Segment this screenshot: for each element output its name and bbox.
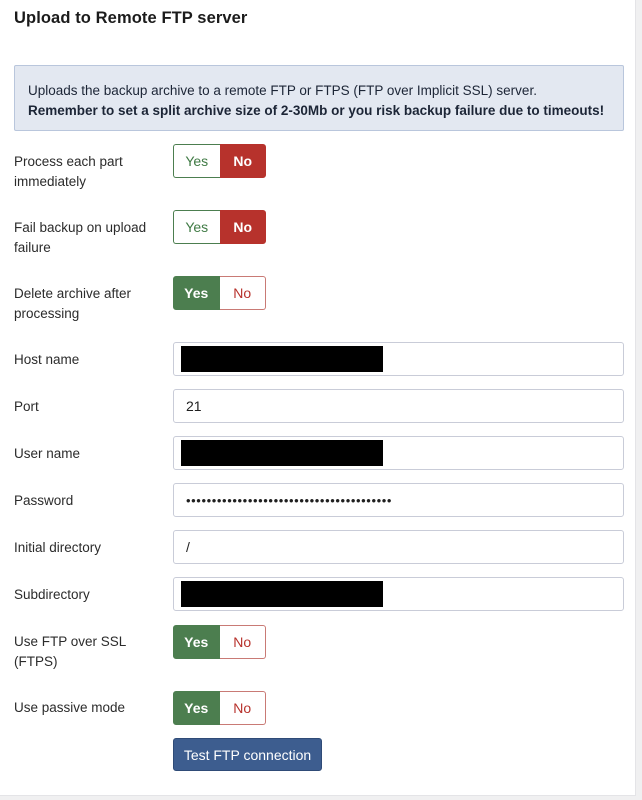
process-each-part-toggle[interactable] [173, 144, 266, 178]
initial-directory-input[interactable] [173, 530, 624, 564]
host-redaction [181, 346, 383, 372]
ftps-yes[interactable]: Yes [173, 625, 220, 659]
fail-on-upload-no[interactable]: No [220, 210, 267, 244]
delete-archive-label: Delete archive after processing [14, 286, 132, 321]
port-input[interactable] [173, 389, 624, 423]
fail-on-upload-label: Fail backup on upload failure [14, 220, 147, 255]
port-label: Port [14, 399, 39, 414]
subdirectory-redaction [181, 581, 383, 607]
password-label: Password [14, 493, 74, 508]
subdirectory-label: Subdirectory [14, 587, 90, 602]
delete-archive-toggle[interactable] [173, 276, 266, 310]
fail-on-upload-toggle[interactable] [173, 210, 266, 244]
passive-mode-label: Use passive mode [14, 700, 126, 715]
info-description: Uploads the backup archive to a remote FTP or FTPS (FTP over Implicit SSL) server. [28, 83, 537, 98]
passive-mode-yes[interactable]: Yes [173, 691, 220, 725]
fail-on-upload-yes[interactable]: Yes [173, 210, 220, 244]
ftps-label: Use FTP over SSL (FTPS) [14, 634, 127, 669]
host-label: Host name [14, 352, 80, 367]
process-each-part-no[interactable]: No [220, 144, 267, 178]
ftps-no[interactable]: No [220, 625, 267, 659]
username-redaction [181, 440, 383, 466]
passive-mode-toggle[interactable] [173, 691, 266, 725]
delete-archive-no[interactable]: No [220, 276, 267, 310]
username-label: User name [14, 446, 81, 461]
password-input[interactable] [173, 483, 624, 517]
process-each-part-label: Process each part immediately [14, 154, 123, 189]
info-warning: Remember to set a split archive size of 2-30Mb or you risk backup failure due to timeouts! [28, 103, 605, 118]
passive-mode-no[interactable]: No [220, 691, 267, 725]
delete-archive-yes[interactable]: Yes [173, 276, 220, 310]
test-ftp-connection-button[interactable]: Test FTP connection [173, 738, 322, 771]
info-notice [14, 65, 624, 131]
initial-directory-label: Initial directory [14, 540, 102, 555]
process-each-part-yes[interactable]: Yes [173, 144, 220, 178]
panel-title: Upload to Remote FTP server [14, 9, 248, 27]
ftps-toggle[interactable] [173, 625, 266, 659]
